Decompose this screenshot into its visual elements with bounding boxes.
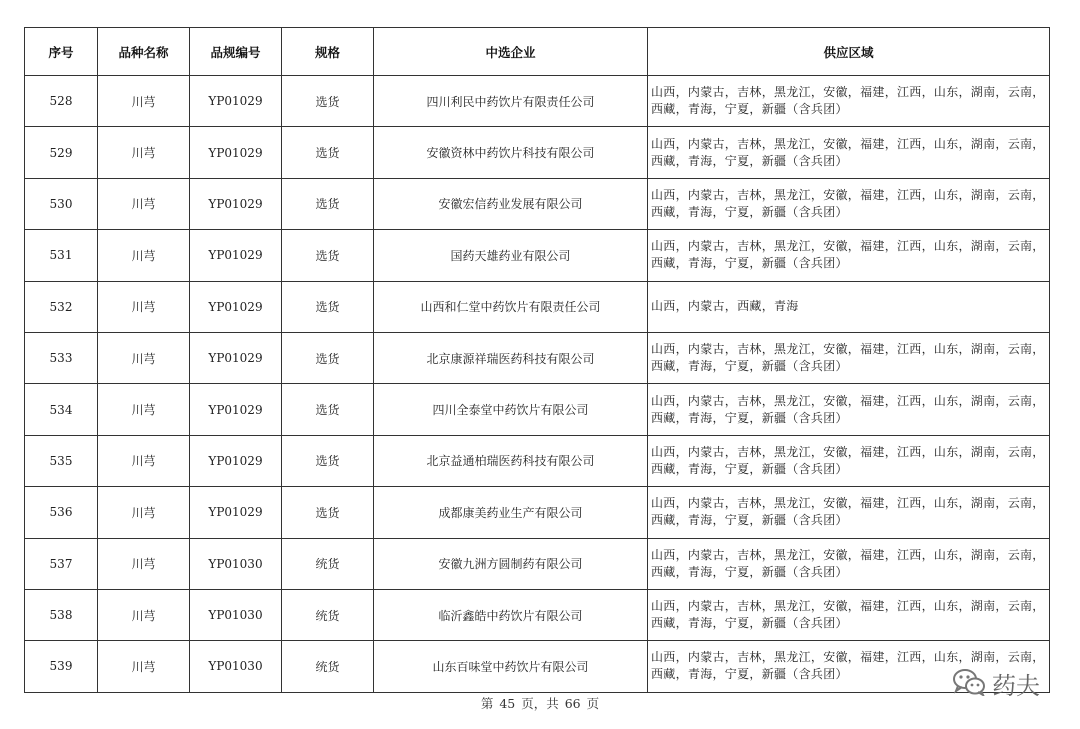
cell-company: 山西和仁堂中药饮片有限责任公司 (374, 281, 648, 332)
cell-supply-region: 山西，内蒙古，吉林，黑龙江，安徽，福建，江西，山东，湖南，云南，西藏，青海，宁夏，新疆（含兵团） (648, 487, 1050, 538)
header-company: 中选企业 (374, 28, 648, 76)
table-row (25, 127, 1050, 178)
cell-grade: 统货 (282, 538, 374, 589)
cell-company: 成都康美药业生产有限公司 (374, 487, 648, 538)
cell-company: 安徽九洲方圆制药有限公司 (374, 538, 648, 589)
cell-variety-name: 川芎 (98, 178, 190, 229)
cell-supply-region: 山西，内蒙古，吉林，黑龙江，安徽，福建，江西，山东，湖南，云南，西藏，青海，宁夏，新疆（含兵团） (648, 538, 1050, 589)
table-row (25, 332, 1050, 383)
page-footer (0, 694, 1080, 712)
cell-spec-code: YP01030 (190, 538, 282, 589)
table-row (25, 589, 1050, 640)
table-row (25, 281, 1050, 332)
table-row (25, 435, 1050, 486)
footer-page-number: 45 (499, 696, 516, 711)
cell-company: 临沂鑫皓中药饮片有限公司 (374, 589, 648, 640)
cell-index: 539 (25, 641, 98, 692)
cell-company: 四川全泰堂中药饮片有限公司 (374, 384, 648, 435)
cell-spec-code: YP01030 (190, 589, 282, 640)
cell-grade: 选货 (282, 435, 374, 486)
header-supply-region: 供应区域 (648, 28, 1050, 76)
cell-index: 531 (25, 230, 98, 281)
table-row (25, 641, 1050, 692)
cell-variety-name: 川芎 (98, 76, 190, 127)
cell-index: 538 (25, 589, 98, 640)
cell-company: 山东百味堂中药饮片有限公司 (374, 641, 648, 692)
cell-company: 安徽资林中药饮片科技有限公司 (374, 127, 648, 178)
table-header-row (25, 28, 1050, 76)
cell-supply-region: 山西，内蒙古，吉林，黑龙江，安徽，福建，江西，山东，湖南，云南，西藏，青海，宁夏，新疆（含兵团） (648, 127, 1050, 178)
cell-index: 529 (25, 127, 98, 178)
cell-grade: 选货 (282, 127, 374, 178)
cell-grade: 选货 (282, 281, 374, 332)
cell-spec-code: YP01029 (190, 178, 282, 229)
cell-variety-name: 川芎 (98, 487, 190, 538)
table-row (25, 538, 1050, 589)
cell-variety-name: 川芎 (98, 384, 190, 435)
table-row (25, 178, 1050, 229)
cell-spec-code: YP01030 (190, 641, 282, 692)
cell-supply-region: 山西，内蒙古，西藏，青海 (648, 281, 1050, 332)
cell-company: 北京益通柏瑞医药科技有限公司 (374, 435, 648, 486)
cell-index: 532 (25, 281, 98, 332)
bid-results-table (24, 27, 1050, 693)
cell-index: 534 (25, 384, 98, 435)
footer-suffix: 页 (586, 696, 600, 711)
cell-company: 北京康源祥瑞医药科技有限公司 (374, 332, 648, 383)
cell-index: 530 (25, 178, 98, 229)
cell-supply-region: 山西，内蒙古，吉林，黑龙江，安徽，福建，江西，山东，湖南，云南，西藏，青海，宁夏，新疆（含兵团） (648, 384, 1050, 435)
cell-variety-name: 川芎 (98, 127, 190, 178)
cell-spec-code: YP01029 (190, 230, 282, 281)
cell-company: 四川利民中药饮片有限责任公司 (374, 76, 648, 127)
watermark-text: 药夫 (992, 672, 1040, 700)
cell-supply-region: 山西，内蒙古，吉林，黑龙江，安徽，福建，江西，山东，湖南，云南，西藏，青海，宁夏，新疆（含兵团） (648, 435, 1050, 486)
cell-company: 安徽宏信药业发展有限公司 (374, 178, 648, 229)
cell-index: 536 (25, 487, 98, 538)
cell-supply-region: 山西，内蒙古，吉林，黑龙江，安徽，福建，江西，山东，湖南，云南，西藏，青海，宁夏，新疆（含兵团） (648, 178, 1050, 229)
cell-supply-region: 山西，内蒙古，吉林，黑龙江，安徽，福建，江西，山东，湖南，云南，西藏，青海，宁夏，新疆（含兵团） (648, 332, 1050, 383)
cell-company: 国药天雄药业有限公司 (374, 230, 648, 281)
table-row (25, 487, 1050, 538)
cell-spec-code: YP01029 (190, 384, 282, 435)
cell-grade: 统货 (282, 641, 374, 692)
cell-supply-region: 山西，内蒙古，吉林，黑龙江，安徽，福建，江西，山东，湖南，云南，西藏，青海，宁夏，新疆（含兵团） (648, 589, 1050, 640)
header-index: 序号 (25, 28, 98, 76)
cell-grade: 统货 (282, 589, 374, 640)
cell-index: 537 (25, 538, 98, 589)
cell-supply-region: 山西，内蒙古，吉林，黑龙江，安徽，福建，江西，山东，湖南，云南，西藏，青海，宁夏，新疆（含兵团） (648, 641, 1050, 692)
cell-grade: 选货 (282, 384, 374, 435)
cell-variety-name: 川芎 (98, 641, 190, 692)
cell-variety-name: 川芎 (98, 435, 190, 486)
header-grade: 规格 (282, 28, 374, 76)
footer-prefix: 第 (480, 696, 494, 711)
cell-grade: 选货 (282, 76, 374, 127)
cell-variety-name: 川芎 (98, 332, 190, 383)
cell-index: 528 (25, 76, 98, 127)
cell-spec-code: YP01029 (190, 281, 282, 332)
cell-grade: 选货 (282, 332, 374, 383)
cell-variety-name: 川芎 (98, 281, 190, 332)
cell-spec-code: YP01029 (190, 332, 282, 383)
watermark (952, 666, 1040, 701)
cell-grade: 选货 (282, 230, 374, 281)
table-body (25, 76, 1050, 693)
header-spec-code: 品规编号 (190, 28, 282, 76)
cell-index: 533 (25, 332, 98, 383)
table-row (25, 76, 1050, 127)
cell-supply-region: 山西，内蒙古，吉林，黑龙江，安徽，福建，江西，山东，湖南，云南，西藏，青海，宁夏，新疆（含兵团） (648, 230, 1050, 281)
cell-variety-name: 川芎 (98, 230, 190, 281)
cell-variety-name: 川芎 (98, 589, 190, 640)
cell-spec-code: YP01029 (190, 487, 282, 538)
cell-variety-name: 川芎 (98, 538, 190, 589)
cell-spec-code: YP01029 (190, 76, 282, 127)
footer-total-pages: 66 (564, 696, 581, 711)
cell-grade: 选货 (282, 178, 374, 229)
wechat-icon (952, 668, 986, 700)
header-variety-name: 品种名称 (98, 28, 190, 76)
table-row (25, 230, 1050, 281)
cell-grade: 选货 (282, 487, 374, 538)
cell-spec-code: YP01029 (190, 127, 282, 178)
footer-middle: 页，共 (521, 696, 559, 711)
cell-index: 535 (25, 435, 98, 486)
table-row (25, 384, 1050, 435)
cell-supply-region: 山西，内蒙古，吉林，黑龙江，安徽，福建，江西，山东，湖南，云南，西藏，青海，宁夏，新疆（含兵团） (648, 76, 1050, 127)
cell-spec-code: YP01029 (190, 435, 282, 486)
